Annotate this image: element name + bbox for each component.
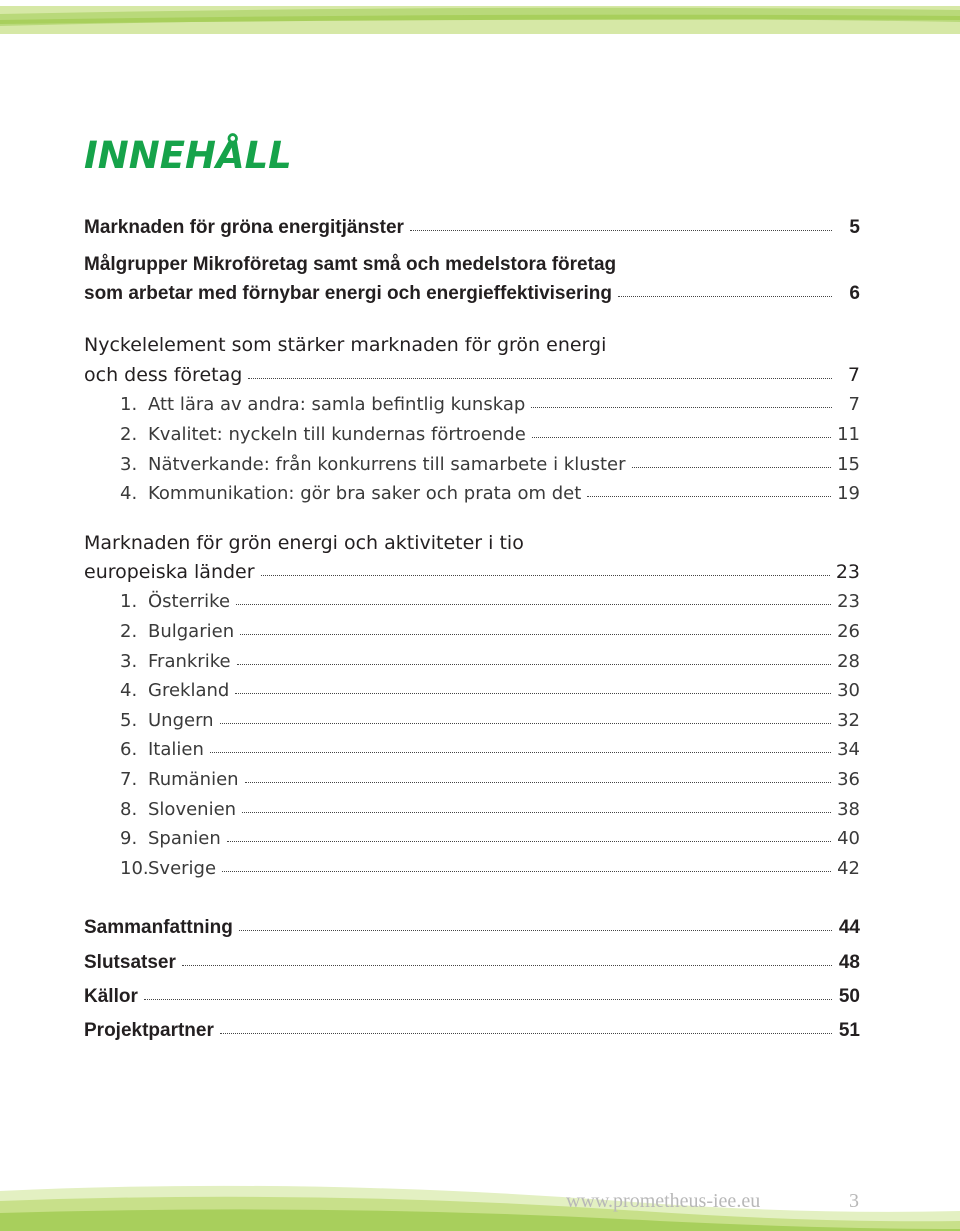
toc-entry-page: 50 <box>838 986 860 1007</box>
toc-subentry[interactable] <box>120 799 860 820</box>
toc-entry-summary[interactable] <box>84 917 860 939</box>
toc-subentry-label: Grekland <box>148 680 230 701</box>
dot-leader <box>531 407 832 408</box>
toc-subentry-page: 32 <box>837 710 860 731</box>
toc-entry-label: europeiska länder <box>84 561 255 583</box>
toc-entry-page: 51 <box>838 1020 860 1041</box>
toc-entry-label: Projektpartner <box>84 1020 214 1041</box>
toc-subentry-label: Nätverkande: från konkurrens till samarbete i kluster <box>148 454 626 475</box>
toc-subentry[interactable] <box>120 454 860 475</box>
toc-subentry-label: Att lära av andra: samla befintlig kunskap <box>148 394 526 415</box>
dot-leader <box>182 965 832 966</box>
dot-leader <box>222 871 831 872</box>
toc-subentry-label: Sverige <box>148 858 217 879</box>
toc-subentry-label: Bulgarien <box>148 621 235 642</box>
toc-subentry-number: 4. <box>120 680 138 701</box>
dot-leader <box>220 1033 832 1034</box>
toc-entry-page: 7 <box>847 364 860 386</box>
toc-entry-project-partners[interactable] <box>84 1020 860 1042</box>
toc-subentry-page: 26 <box>837 621 860 642</box>
toc-subentry[interactable] <box>120 483 860 504</box>
dot-leader <box>240 634 831 635</box>
toc-subentry-number: 6. <box>120 739 138 760</box>
toc-subentry[interactable] <box>120 858 860 879</box>
toc-entry-target-groups-line1: Målgrupper Mikroföretag samt små och medelstora företag <box>84 254 617 275</box>
toc-subentry-number: 2. <box>120 621 138 642</box>
toc-subentry-page: 42 <box>837 858 860 879</box>
toc-subentry-page: 30 <box>837 680 860 701</box>
footer-website-url[interactable]: www.prometheus-iee.eu <box>566 1190 761 1212</box>
toc-entry-label: Slutsatser <box>84 952 176 973</box>
toc-subentry-label: Österrike <box>148 591 231 612</box>
toc-subentry[interactable] <box>120 828 860 849</box>
dot-leader <box>144 999 832 1000</box>
toc-subentry-page: 23 <box>837 591 860 612</box>
toc-entry-page: 44 <box>838 917 860 938</box>
dot-leader <box>587 496 831 497</box>
toc-entry-target-groups[interactable] <box>84 283 860 305</box>
toc-subentry-label: Ungern <box>148 710 214 731</box>
dot-leader <box>261 575 830 576</box>
toc-subentry-page: 28 <box>837 651 860 672</box>
toc-entry-ten-countries-line1: Marknaden för grön energi och aktiviteter i tio <box>84 532 524 554</box>
dot-leader <box>235 693 831 694</box>
toc-entry-label: Sammanfattning <box>84 917 233 938</box>
dot-leader <box>242 812 831 813</box>
toc-subentry-page: 15 <box>837 454 860 475</box>
dot-leader <box>245 782 832 783</box>
toc-subentry-number: 8. <box>120 799 138 820</box>
toc-subentry-number: 2. <box>120 424 138 445</box>
toc-entry-page: 6 <box>849 283 860 304</box>
toc-entry-green-energy-services[interactable] <box>84 217 860 239</box>
toc-subentry-label: Spanien <box>148 828 221 849</box>
toc-entry-page: 5 <box>849 217 860 238</box>
top-decorative-band <box>0 0 960 36</box>
dot-leader <box>236 604 831 605</box>
dot-leader <box>237 664 832 665</box>
toc-subentry[interactable] <box>120 710 860 731</box>
toc-subentry[interactable] <box>120 739 860 760</box>
footer-page-number: 3 <box>849 1190 859 1212</box>
toc-subentry-label: Kvalitet: nyckeln till kundernas förtroende <box>148 424 526 445</box>
toc-entry-ten-countries[interactable] <box>84 561 860 583</box>
toc-entry-page: 48 <box>838 952 860 973</box>
toc-entry-label: som arbetar med förnybar energi och energieffektivisering <box>84 283 612 304</box>
toc-subentry-page: 40 <box>837 828 860 849</box>
toc-subentry-number: 3. <box>120 454 138 475</box>
dot-leader <box>618 296 832 297</box>
dot-leader <box>410 230 832 231</box>
toc-entry-label: Källor <box>84 986 138 1007</box>
dot-leader <box>532 437 831 438</box>
toc-entry-sources[interactable] <box>84 986 860 1008</box>
dot-leader <box>248 378 832 379</box>
toc-entry-page: 23 <box>835 561 860 583</box>
toc-subentry-label: Italien <box>148 739 204 760</box>
toc-entry-label: och dess företag <box>84 364 243 386</box>
toc-subentry-label: Kommunikation: gör bra saker och prata om det <box>148 483 582 504</box>
dot-leader <box>210 752 831 753</box>
toc-subentry[interactable] <box>120 591 860 612</box>
toc-subentry-label: Slovenien <box>148 799 237 820</box>
toc-subentry-number: 4. <box>120 483 138 504</box>
toc-subentry[interactable] <box>120 394 860 415</box>
dot-leader <box>227 841 831 842</box>
toc-subentry-number: 1. <box>120 394 138 415</box>
toc-entry-label: Marknaden för gröna energitjänster <box>84 217 404 238</box>
toc-entry-key-elements[interactable] <box>84 364 860 386</box>
dot-leader <box>632 467 832 468</box>
dot-leader <box>239 930 832 931</box>
toc-subentry-number: 7. <box>120 769 138 790</box>
toc-subentry-page: 38 <box>837 799 860 820</box>
toc-subentry[interactable] <box>120 680 860 701</box>
toc-subentry-number: 10. <box>120 858 149 879</box>
toc-subentry-number: 1. <box>120 591 138 612</box>
toc-entry-conclusions[interactable] <box>84 952 860 974</box>
toc-subentry[interactable] <box>120 621 860 642</box>
bottom-decorative-band <box>0 1171 960 1231</box>
toc-subentry[interactable] <box>120 769 860 790</box>
toc-subentry-number: 5. <box>120 710 138 731</box>
toc-subentry-page: 7 <box>848 394 860 415</box>
toc-subentry-page: 11 <box>837 424 860 445</box>
toc-subentry-number: 3. <box>120 651 138 672</box>
toc-subentry-page: 19 <box>837 483 860 504</box>
toc-subentry-page: 34 <box>837 739 860 760</box>
toc-subentry[interactable] <box>120 651 860 672</box>
toc-subentry[interactable] <box>120 424 860 445</box>
toc-subentry-label: Frankrike <box>148 651 231 672</box>
toc-subentry-page: 36 <box>837 769 860 790</box>
page-title: INNEHÅLL <box>84 134 292 177</box>
toc-entry-key-elements-line1: Nyckelelement som stärker marknaden för grön energi <box>84 334 607 356</box>
dot-leader <box>220 723 832 724</box>
toc-subentry-number: 9. <box>120 828 138 849</box>
toc-subentry-label: Rumänien <box>148 769 239 790</box>
